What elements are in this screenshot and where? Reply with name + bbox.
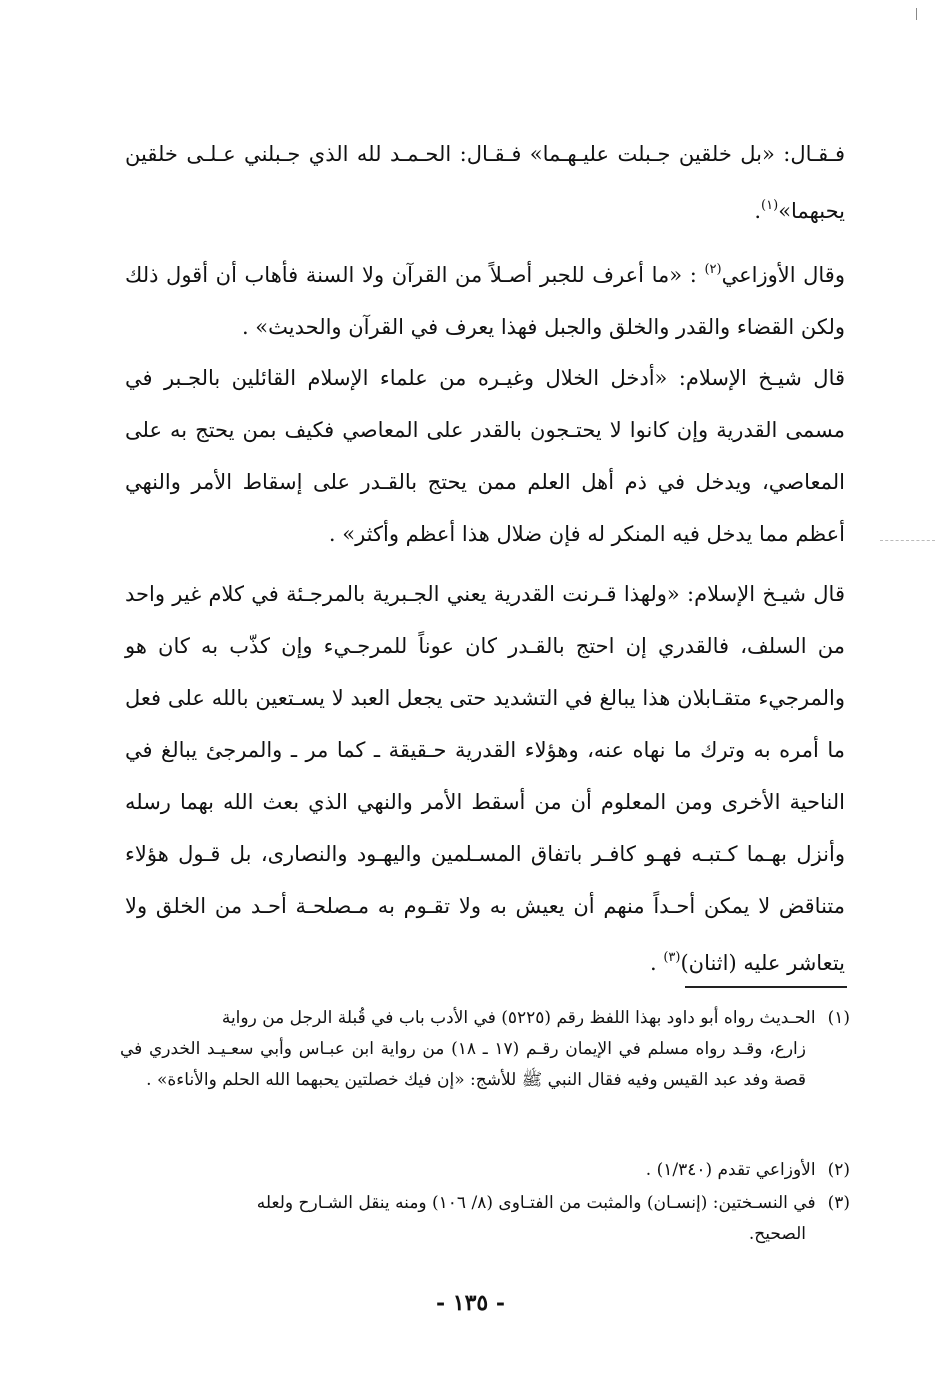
paragraph-tail: .	[649, 951, 664, 975]
footnote-ref: (١)	[761, 198, 779, 213]
paragraph-text: قال شيـخ الإسلام: «أدخل الخلال وغيـره من علماء الإسلام القائلين بالجـبر في مسمى القدرية وإن كانوا لا يحتـجون بالقدر على المعاصي فكيف بمن يحتج به على المعاصي، ويدخل في ذم أهل العلم ممن يحتج بالقـدر على إسقاط الأمر والنهي أعظم مما يدخل فيه المنكر له فإن ضلال هذا أعظم وأكثر» .	[125, 366, 845, 546]
paragraph-4	[125, 568, 845, 989]
footnote-2	[120, 1155, 850, 1186]
scan-margin-dash	[880, 540, 935, 541]
footnote-3	[120, 1188, 850, 1250]
paragraph-tail: .	[754, 199, 762, 223]
footnote-text: الأوزاعي تقدم (١/٣٤٠) .	[645, 1160, 816, 1180]
footnote-ref: (٢)	[704, 262, 722, 277]
scan-edge-mark	[916, 8, 917, 20]
paragraph-2	[125, 244, 845, 353]
footnote-number: (١)	[827, 1008, 850, 1028]
footnote-number: (٣)	[827, 1193, 850, 1213]
footnote-continuation: زارع، وقـد رواه مسلم في الإيمان رقـم (١٧ ـ ١٨) من رواية ابن عبـاس وأبي سعـيـد الخدري في قصة وفد عبد القيس وفيه فقال النبي ﷺ للأشج: «إن فيك خصلتين يحبهما الله الحلم والأناءة» .	[120, 1039, 806, 1090]
paragraph-3	[125, 352, 845, 560]
paragraph-tail: : «ما أعرف للجبر أصـلاً من القرآن ولا السنة فأهاب أن أقول ذلك ولكن القضاء والقدر والخلق والجبل فهذا يعرف في القرآن والحديث» .	[125, 263, 845, 339]
footnote-continuation: الصحيح.	[748, 1224, 806, 1244]
footnote-text: في النسـختين: (إنسـان) والمثبت من الفتـاوى (٨/ ١٠٦) ومنه ينقل الشـارح ولعله	[256, 1193, 816, 1213]
paragraph-text: قال شيـخ الإسلام: «ولهذا قـرنت القدرية يعني الجـبرية بالمرجـئة في كلام غير واحد من السلف، فالقدري إن احتج بالقـدر كان عوناً للمرجـيء وإن كذّب به كان هو والمرجيء متقـابلان هذا يبالغ في التشديد حتى يجعل العبد لا يسـتعين بالله على فعل ما أمره به وترك ما نهاه عنه، وهؤلاء القدرية حـقيقة ـ كما مر ـ والمرجئ يبالغ في الناحية الأخرى ومن المعلوم أن من أسقط الأمر والنهي الذي بعث الله بهما رسله وأنزل بهـما كـتبـه فهـو كافـر باتفاق المسـلمين واليهـود والنصارى، بل قـول هؤلاء متناقض لا يمكن أحـداً منهم أن يعيش به ولا تقـوم به مـصلحـة أحـد من الخلق ولا يتعاشر عليه (اثنان)	[125, 582, 845, 975]
paragraph-text: فـقـال: «بل خلقين جـبلت عليـهـما» فـقـال: الحـمـد لله الذي جـبلني عـلـى خلقين يحبهما»	[125, 142, 845, 223]
footnote-divider	[685, 986, 847, 988]
page-number: - ١٣٥ -	[435, 1290, 506, 1316]
footnote-text: الحـديث رواه أبو داود بهذا اللفظ رقم (٥٢٢٥) في الأدب باب في قُبلة الرجل من رواية	[221, 1008, 816, 1028]
paragraph-1	[125, 128, 845, 237]
paragraph-text: وقال الأوزاعي	[721, 263, 845, 287]
footnote-1	[120, 1003, 850, 1096]
footnote-ref: (٣)	[663, 950, 681, 965]
footnote-number: (٢)	[827, 1160, 850, 1180]
